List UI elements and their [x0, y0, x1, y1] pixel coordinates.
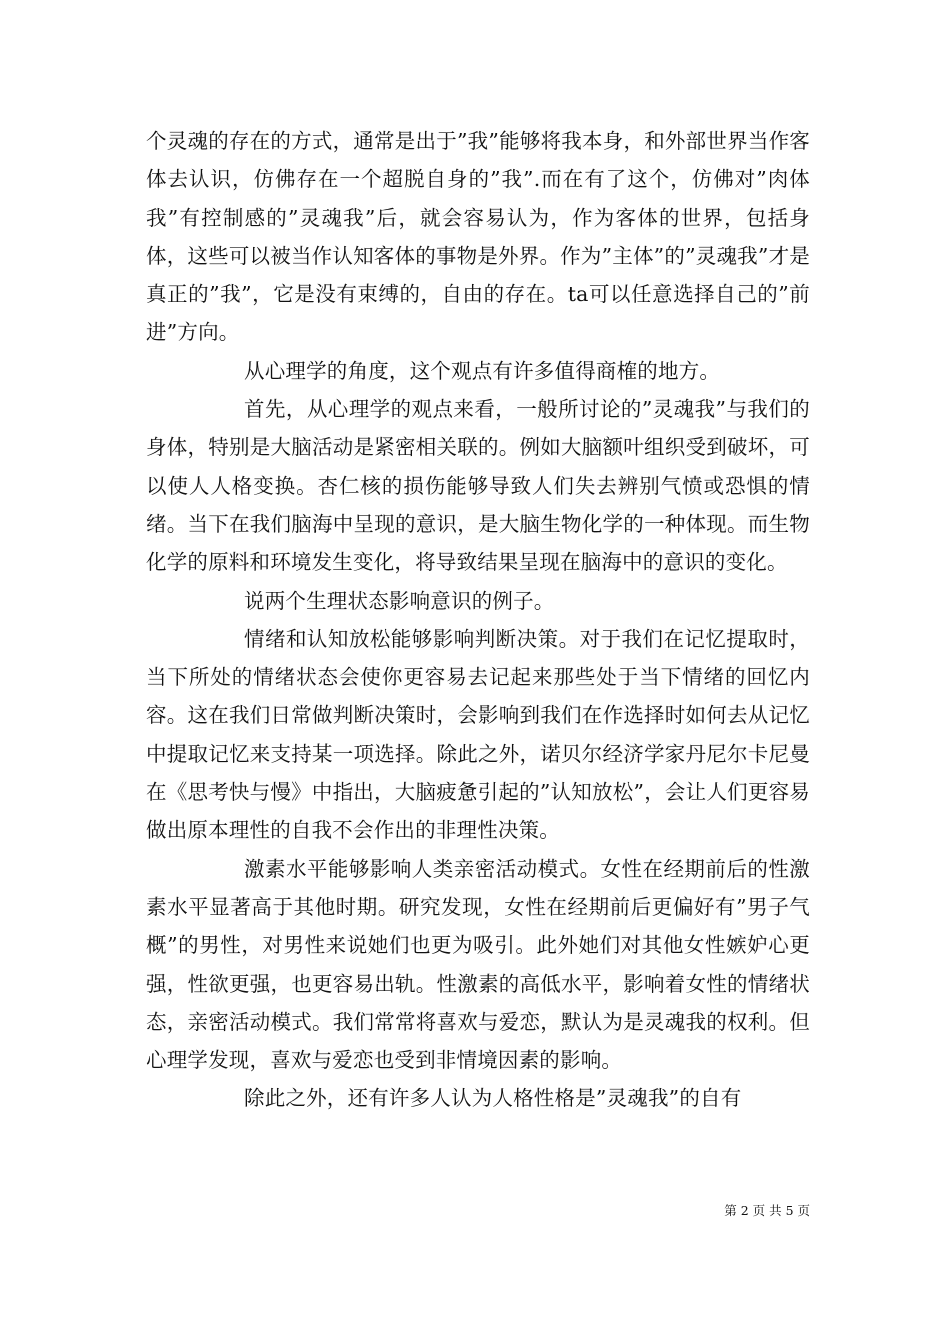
paragraph-6: 激素水平能够影响人类亲密活动模式。女性在经期前后的性激素水平显著高于其他时期。研究发现，女性在经期前后更偏好有”男子气概”的男性，对男性来说她们也更为吸引。此外她们对其他女性嫉妒心更强，性欲更强，也更容易出轨。性激素的高低水平，影响着女性的情绪状态，亲密活动模式。我们常常将喜欢与爱恋，默认为是灵魂我的权利。但心理学发现，喜欢与爱恋也受到非情境因素的影响。	[146, 856, 810, 1073]
paragraph-4: 说两个生理状态影响意识的例子。	[244, 588, 555, 613]
body-text	[146, 122, 810, 1118]
paragraph-7: 除此之外，还有许多人认为人格性格是”灵魂我”的自有	[244, 1086, 742, 1111]
paragraph-2: 从心理学的角度，这个观点有许多值得商榷的地方。	[244, 358, 721, 383]
paragraph-1: 个灵魂的存在的方式，通常是出于”我”能够将我本身，和外部世界当作客体去认识，仿佛存在一个超脱自身的”我”.而在有了这个，仿佛对”肉体我”有控制感的”灵魂我”后，就会容易认为，作为客体的世界，包括身体，这些可以被当作认知客体的事物是外界。作为”主体”的”灵魂我”才是真正的”我”，它是没有束缚的，自由的存在。ta可以任意选择自己的”前进”方向。	[146, 129, 810, 345]
paragraph-5: 情绪和认知放松能够影响判断决策。对于我们在记忆提取时，当下所处的情绪状态会使你更容易去记起来那些处于当下情绪的回忆内容。这在我们日常做判断决策时，会影响到我们在作选择时如何去从记忆中提取记忆来支持某一项选择。除此之外，诺贝尔经济学家丹尼尔卡尼曼在《思考快与慢》中指出，大脑疲惫引起的”认知放松”，会让人们更容易做出原本理性的自我不会作出的非理性决策。	[146, 626, 810, 843]
page-number-footer: 第 2 页 共 5 页	[724, 1203, 810, 1218]
paragraph-3: 首先，从心理学的观点来看，一般所讨论的”灵魂我”与我们的身体，特别是大脑活动是紧密相关联的。例如大脑额叶组织受到破坏，可以使人人格变换。杏仁核的损伤能够导致人们失去辨别气愤或恐惧的情绪。当下在我们脑海中呈现的意识，是大脑生物化学的一种体现。而生物化学的原料和环境发生变化，将导致结果呈现在脑海中的意识的变化。	[146, 397, 810, 575]
